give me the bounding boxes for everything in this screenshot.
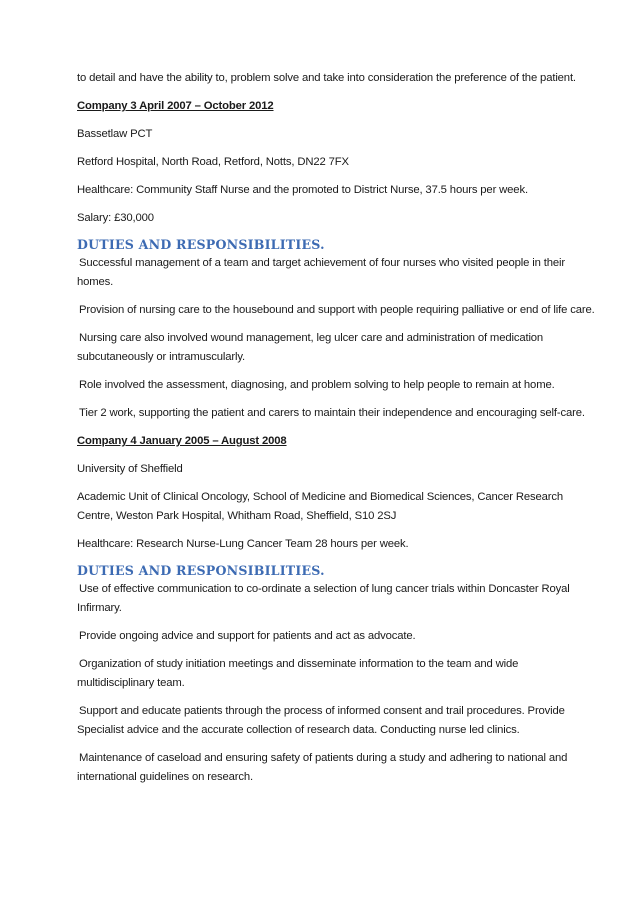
intro-paragraph: to detail and have the ability to, problem solve and take into consideration the preference of the patient. — [77, 72, 576, 84]
job4-heading: Company 4 January 2005 – August 2008 — [77, 435, 287, 447]
job3-duty-5: Tier 2 work, supporting the patient and carers to maintain their independence and encouraging self-care. — [79, 407, 585, 419]
job3-duty-2: Provision of nursing care to the housebound and support with people requiring palliative or end of life care. — [79, 304, 595, 316]
job3-role: Healthcare: Community Staff Nurse and the promoted to District Nurse, 37.5 hours per week. — [77, 184, 528, 196]
job4-duty-4: Support and educate patients through the process of informed consent and trail procedures. Provide Specialist advice and the accurate collection of research data. Conducting nurse led clinics. — [77, 705, 565, 736]
job4-duty-3: Organization of study initiation meetings and disseminate information to the team and wide multidisciplinary team. — [77, 658, 519, 689]
job4-duties-heading: DUTIES AND RESPONSIBILITIES. — [77, 563, 325, 578]
job4-role: Healthcare: Research Nurse-Lung Cancer Team 28 hours per week. — [77, 538, 409, 550]
job3-duty-1: Successful management of a team and target achievement of four nurses who visited people in their homes. — [77, 257, 565, 288]
job4-employer: University of Sheffield — [77, 463, 183, 475]
job3-heading: Company 3 April 2007 – October 2012 — [77, 100, 274, 112]
job4-duty-1: Use of effective communication to co-ordinate a selection of lung cancer trials within Doncaster Royal Infirmary. — [77, 583, 570, 614]
job3-employer: Bassetlaw PCT — [77, 128, 153, 140]
job3-duty-4: Role involved the assessment, diagnosing, and problem solving to help people to remain at home. — [79, 379, 555, 391]
job4-address: Academic Unit of Clinical Oncology, School of Medicine and Biomedical Sciences, Cancer Research Centre, Weston Park Hospital, Whitham Road, Sheffield, S10 2SJ — [77, 491, 563, 522]
job3-duty-3: Nursing care also involved wound management, leg ulcer care and administration of medication subcutaneously or intramuscularly. — [77, 332, 544, 363]
job3-salary: Salary: £30,000 — [77, 212, 154, 224]
job3-address: Retford Hospital, North Road, Retford, Notts, DN22 7FX — [77, 156, 349, 168]
job4-duty-5: Maintenance of caseload and ensuring safety of patients during a study and adhering to national and international guidelines on research. — [77, 752, 568, 783]
job4-duty-2: Provide ongoing advice and support for patients and act as advocate. — [79, 630, 416, 642]
job3-duties-heading: DUTIES AND RESPONSIBILITIES. — [77, 237, 325, 252]
